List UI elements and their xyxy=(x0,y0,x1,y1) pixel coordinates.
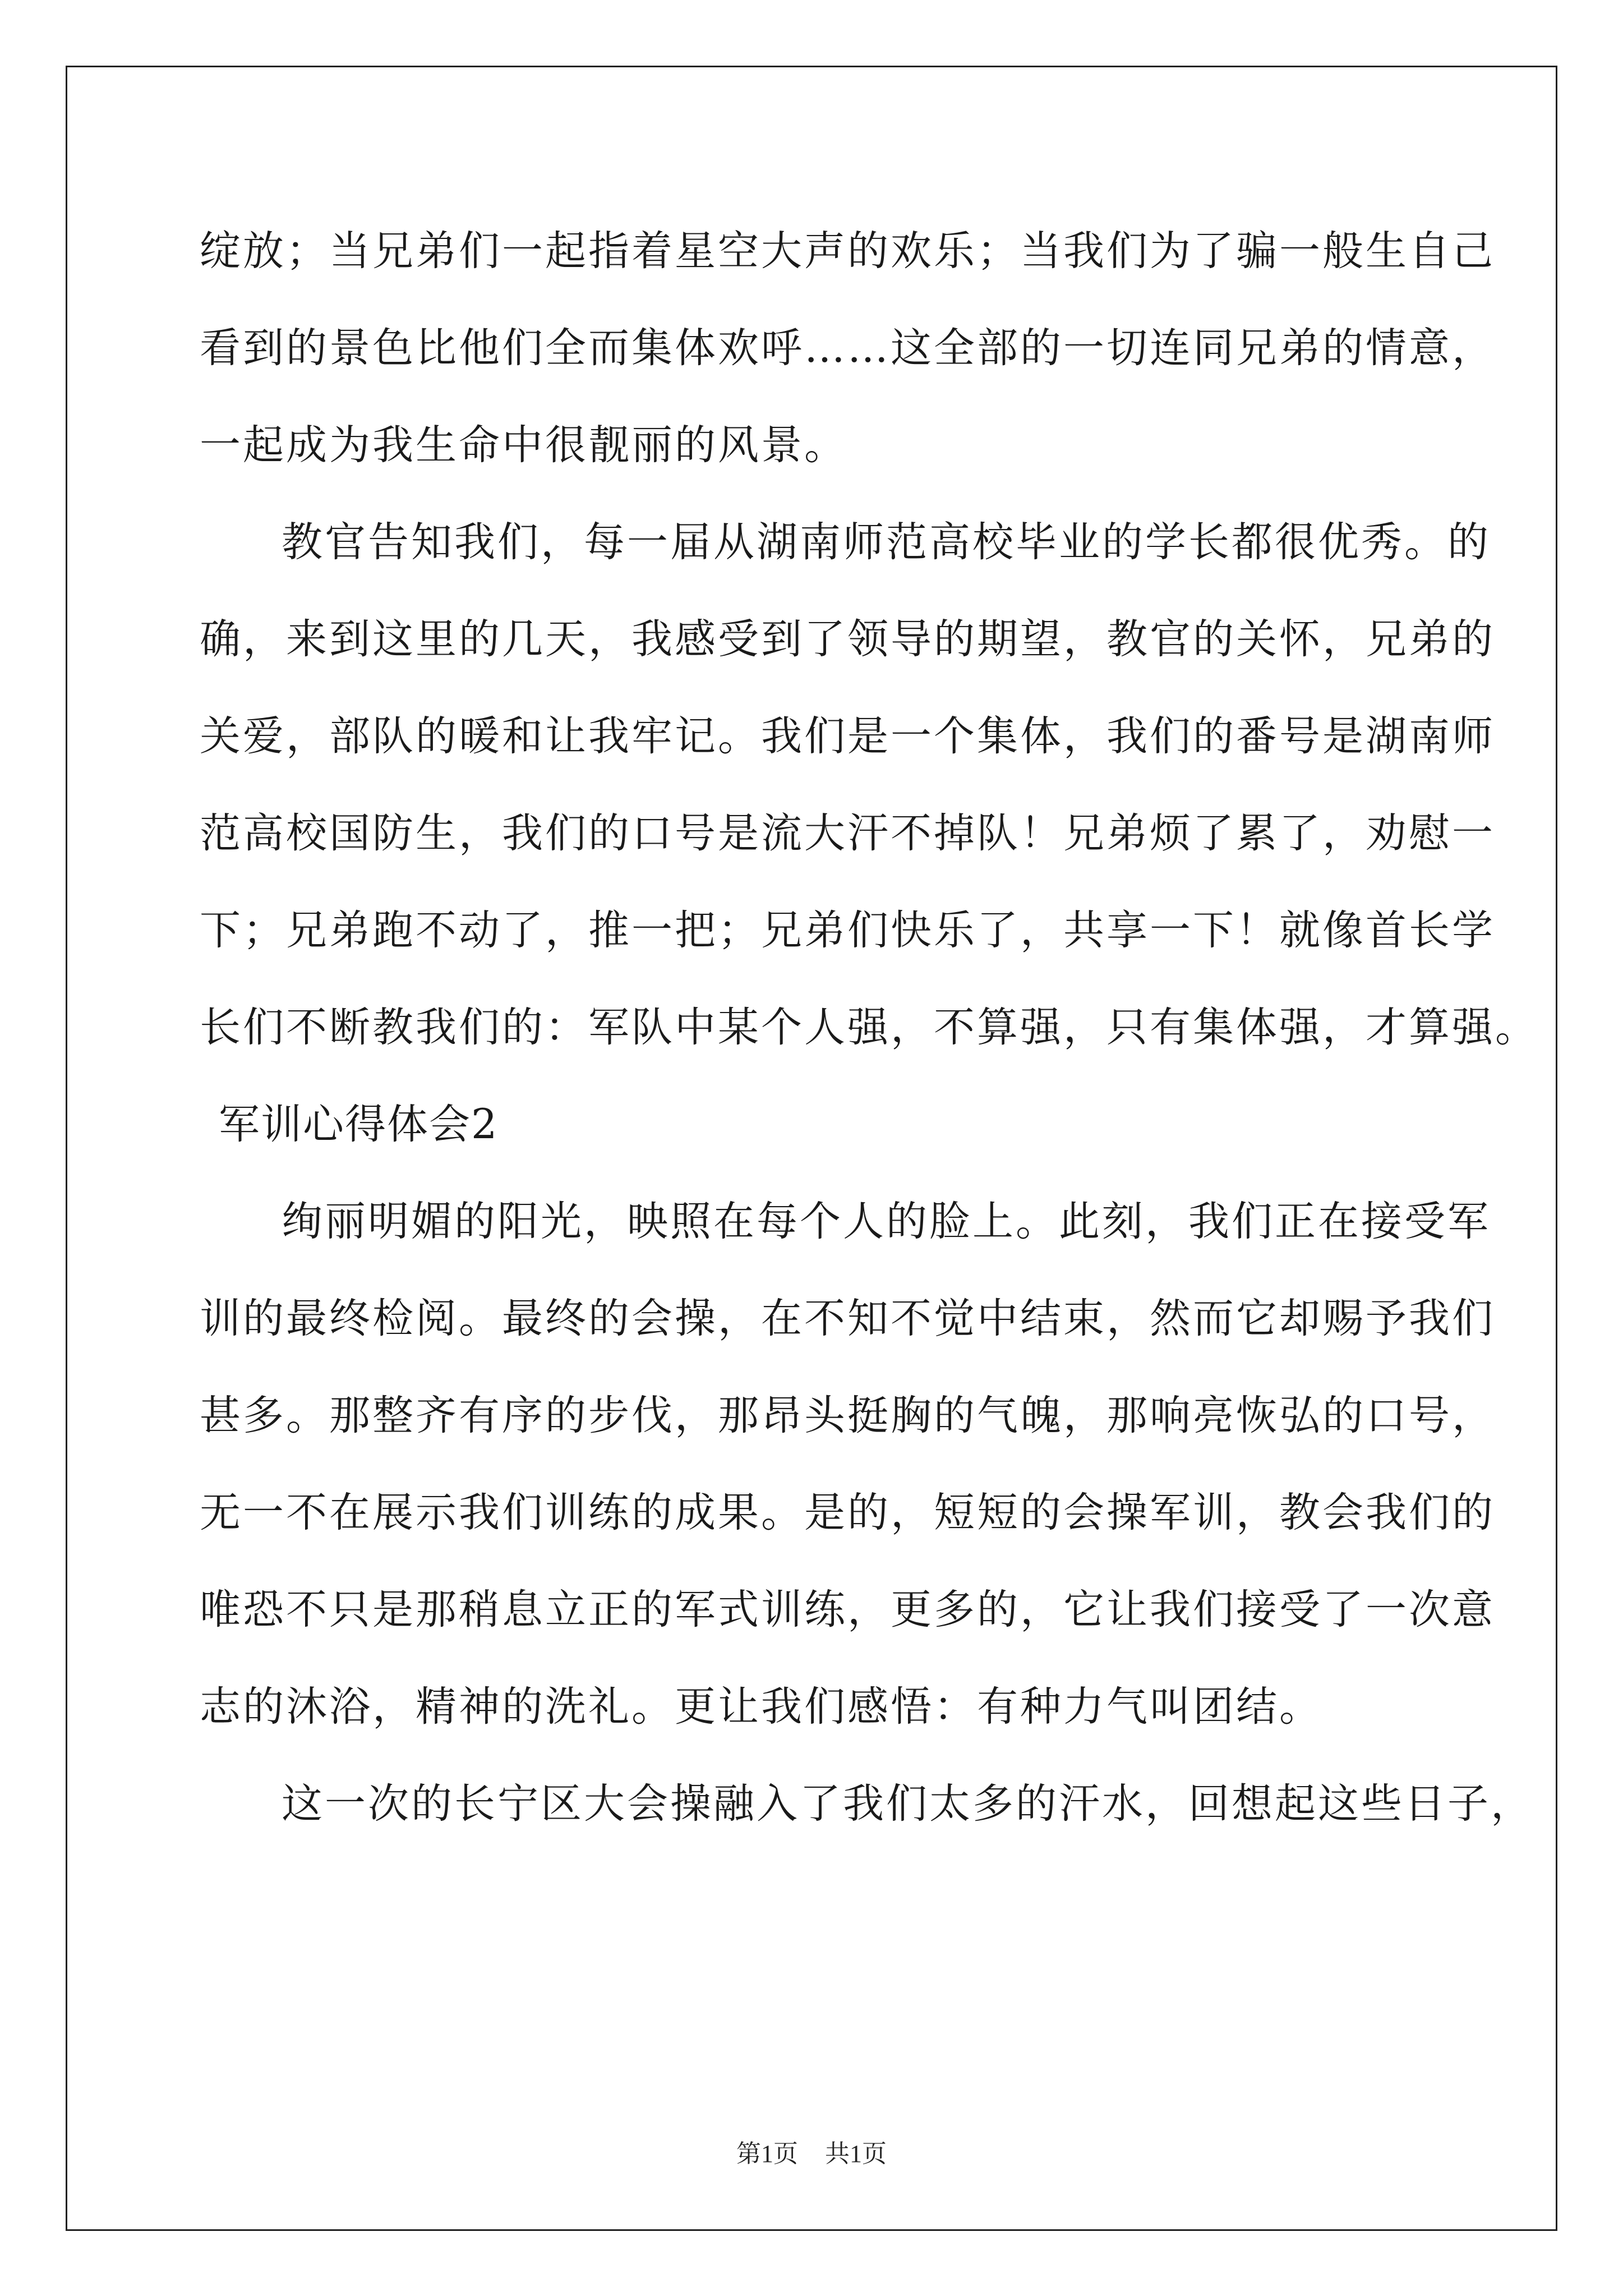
paragraph-start-line: 绚丽明媚的阳光，映照在每个人的脸上。此刻，我们正在接受军 xyxy=(282,1198,1491,1245)
page-footer xyxy=(0,2137,1623,2171)
text-line: 无一不在展示我们训练的成果。是的，短短的会操军训，教会我们的 xyxy=(200,1489,1495,1536)
text-line: 范高校国防生，我们的口号是流大汗不掉队！兄弟烦了累了，劝慰一 xyxy=(200,809,1495,857)
text-line: 看到的景色比他们全而集体欢呼……这全部的一切连同兄弟的情意， xyxy=(200,324,1495,372)
text-line: 确，来到这里的几天，我感受到了领导的期望，教官的关怀，兄弟的 xyxy=(200,615,1495,663)
text-line: 甚多。那整齐有序的步伐，那昂头挺胸的气魄，那响亮恢弘的口号， xyxy=(200,1392,1495,1439)
text-line: 一起成为我生命中很靓丽的风景。 xyxy=(200,421,847,469)
page-number-current: 第1页 xyxy=(736,2140,798,2168)
document-body xyxy=(200,212,1538,1862)
text-line: 唯恐不只是那稍息立正的军式训练，更多的，它让我们接受了一次意 xyxy=(200,1586,1495,1634)
text-line: 训的最终检阅。最终的会操，在不知不觉中结束，然而它却赐予我们 xyxy=(200,1295,1495,1342)
paragraph-start-line: 教官告知我们，每一届从湖南师范高校毕业的学长都很优秀。的 xyxy=(282,518,1491,566)
text-line: 关爱，部队的暖和让我牢记。我们是一个集体，我们的番号是湖南师 xyxy=(200,712,1495,760)
text-line: 长们不断教我们的：军队中某个人强，不算强，只有集体强，才算强。 xyxy=(200,1004,1538,1051)
page-number-total: 共1页 xyxy=(825,2140,887,2168)
section-heading: 军训心得体会2 xyxy=(219,1101,499,1148)
text-line: 志的沐浴，精神的洗礼。更让我们感悟：有种力气叫团结。 xyxy=(200,1683,1322,1731)
paragraph-start-line: 这一次的长宁区大会操融入了我们太多的汗水，回想起这些日子， xyxy=(282,1780,1534,1828)
text-line: 绽放；当兄弟们一起指着星空大声的欢乐；当我们为了骗一般生自己 xyxy=(200,227,1495,275)
text-line: 下；兄弟跑不动了，推一把；兄弟们快乐了，共享一下！就像首长学 xyxy=(200,907,1495,954)
